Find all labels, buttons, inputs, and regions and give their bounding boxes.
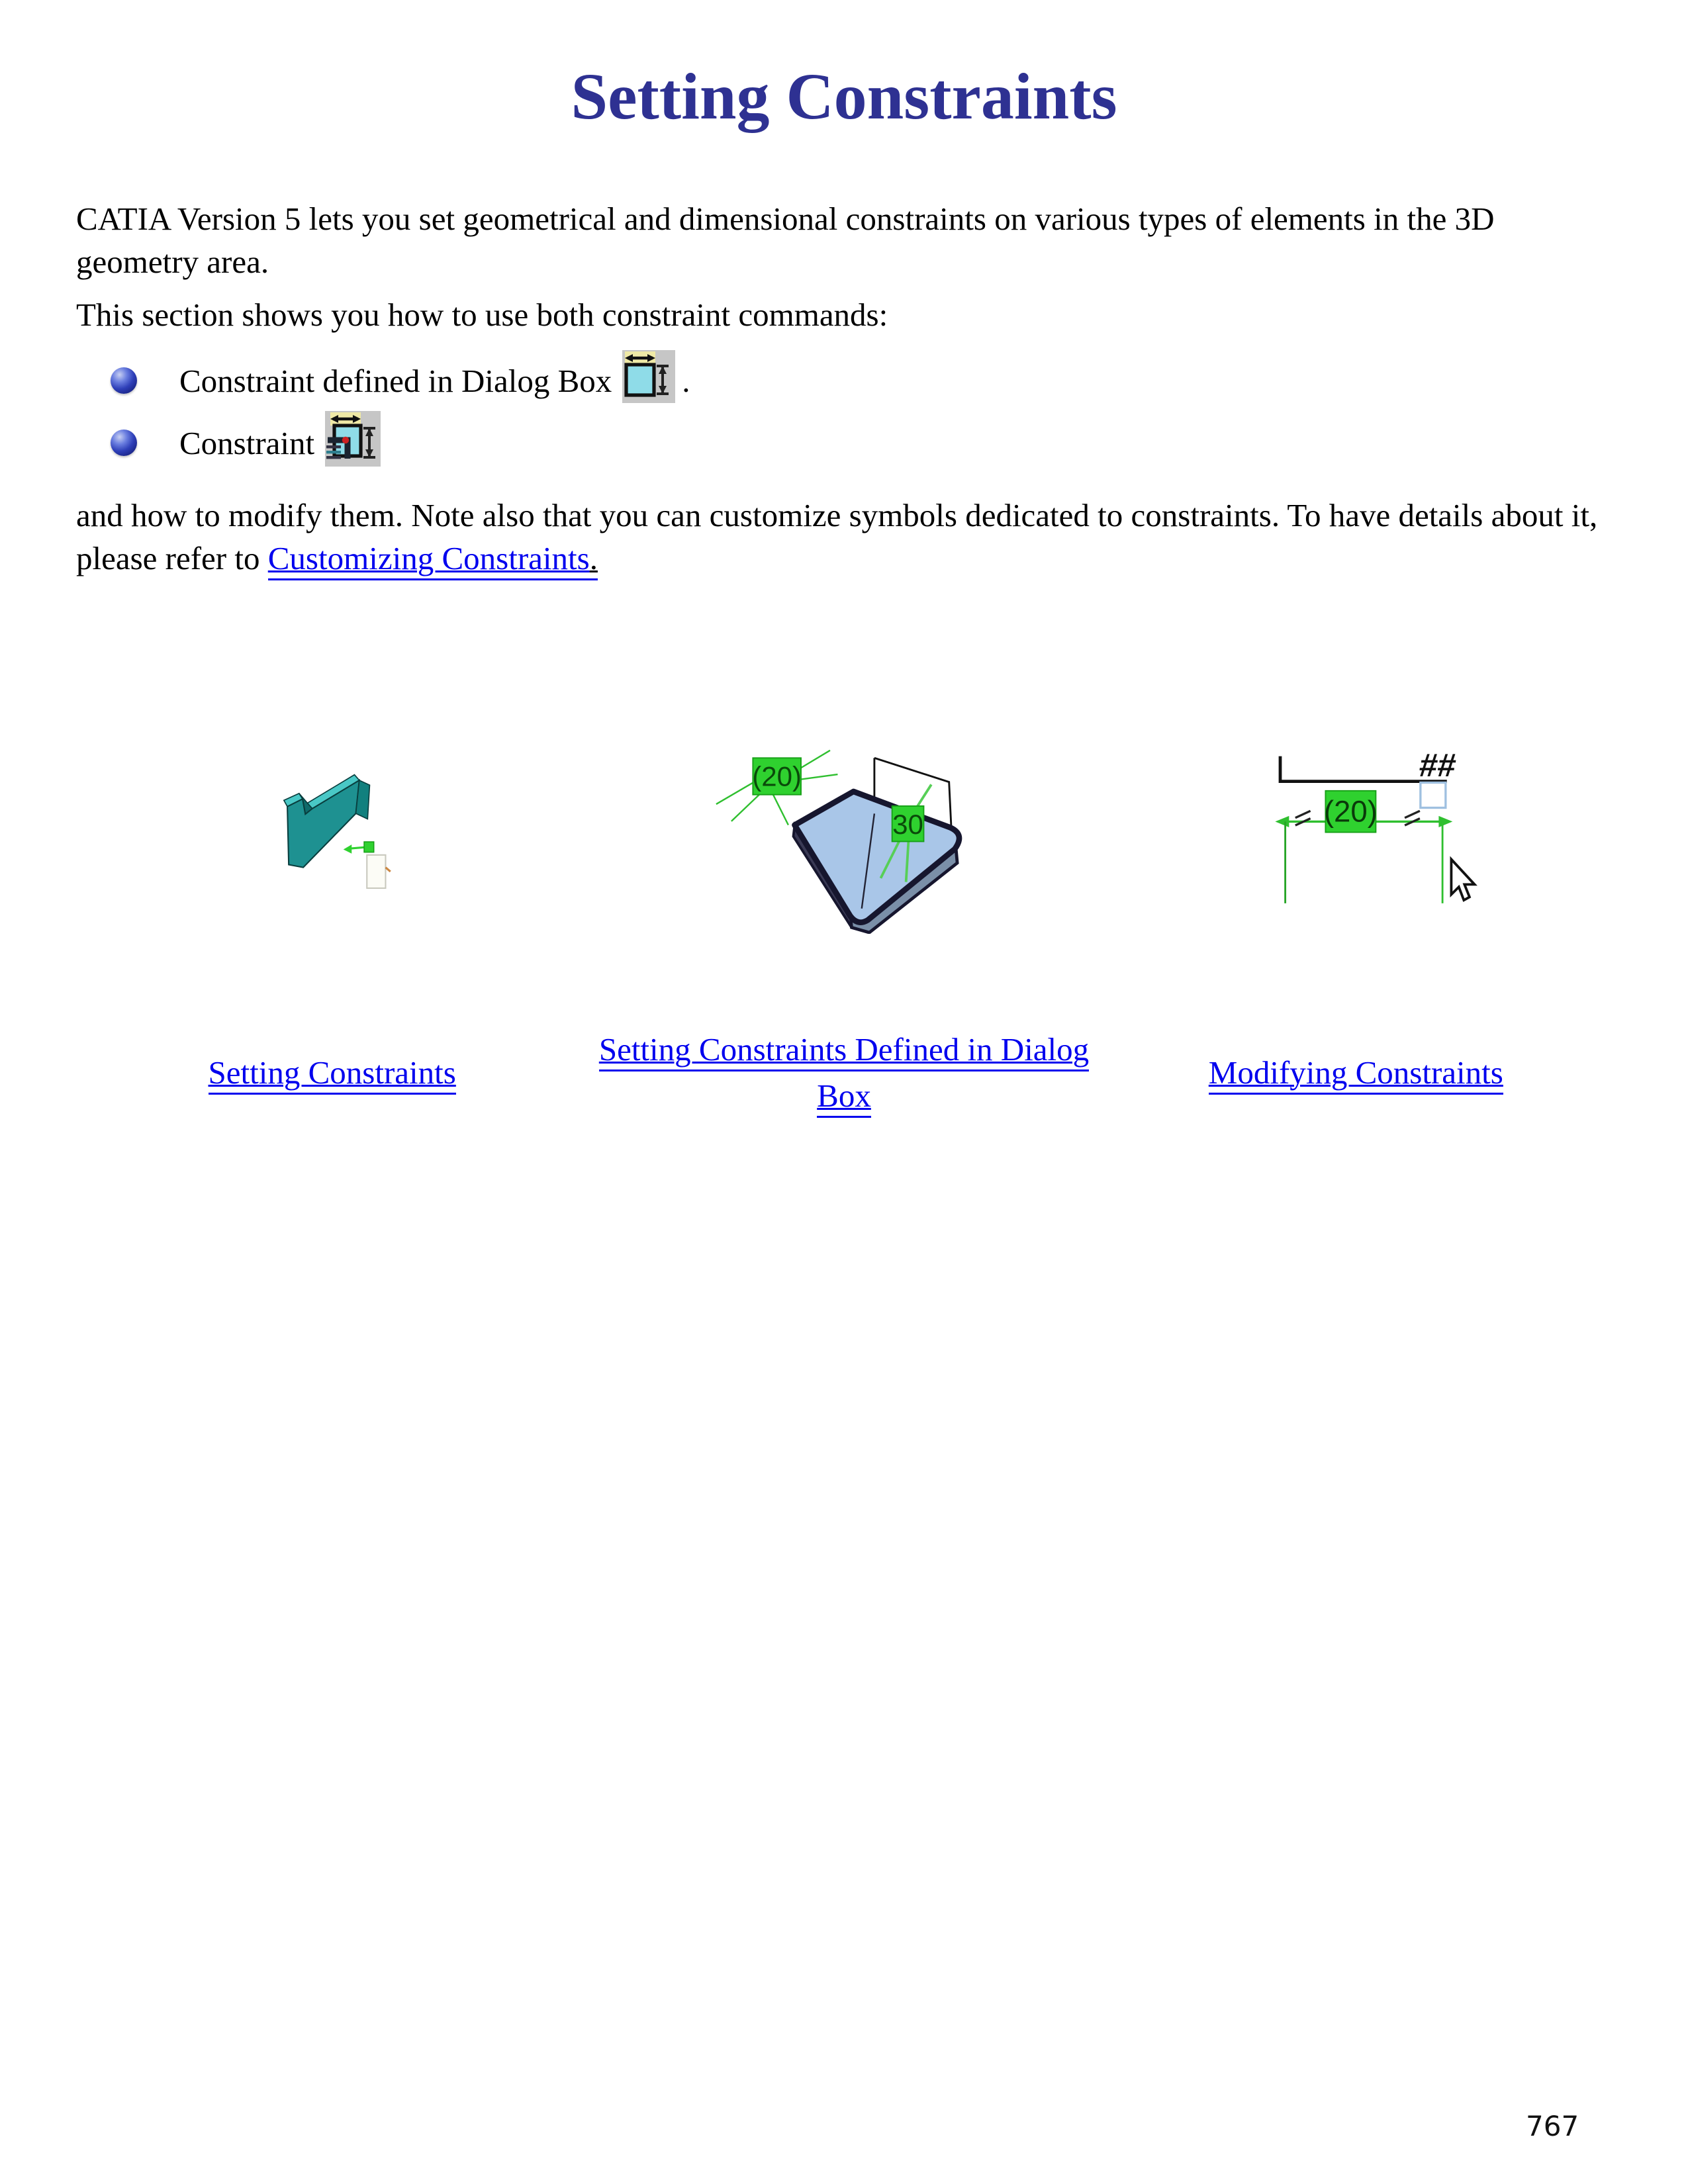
teal-notched-block-image: [263, 750, 402, 903]
modify-note-paragraph: [76, 494, 1612, 580]
caption-modifying-constraints: [1100, 1050, 1612, 1096]
constraint-dialog-box-icon: [622, 350, 675, 411]
figure-setting-constraints-dialog-box: [588, 719, 1100, 934]
dimension-label-20: (20): [752, 760, 802, 792]
list-item: [76, 350, 1612, 411]
blue-sphere-bullet-icon: [111, 367, 137, 394]
caption-setting-constraints: [76, 1050, 588, 1096]
setting-constraints-dialog-link[interactable]: Setting Constraints Defined in Dialog Box: [599, 1031, 1089, 1118]
bullet-label: Constraint: [179, 424, 315, 461]
mouse-cursor-icon: [1452, 859, 1475, 900]
page-number: 767: [1526, 2110, 1579, 2142]
page-title: Setting Constraints: [571, 60, 1117, 133]
link-trailing-period: .: [590, 540, 598, 580]
setting-constraints-link[interactable]: Setting Constraints: [209, 1054, 456, 1095]
hash-marks-label: ##: [1417, 747, 1458, 784]
modifying-constraints-link[interactable]: Modifying Constraints: [1209, 1054, 1503, 1095]
caption-row: [76, 1026, 1612, 1118]
paragraph-text: and how to modify them. Note also that you can customize symbols dedicated to constraints. To have details about it, please refer to: [76, 497, 1598, 576]
figure-gallery: [76, 719, 1612, 934]
figure-setting-constraints: [76, 750, 588, 903]
bullet-label: Constraint defined in Dialog Box: [179, 362, 612, 399]
sketch-dimension-image: [1230, 726, 1481, 927]
dimension-label-20: (20): [1324, 794, 1378, 829]
intro-paragraph: CATIA Version 5 lets you set geometrical and dimensional constraints on various types of elements in the 3D geometry area.: [76, 201, 1495, 280]
section-lead-paragraph: This section shows you how to use both constraint commands:: [76, 296, 888, 334]
caption-setting-constraints-dialog: [588, 1026, 1100, 1118]
constraint-commands-list: [76, 350, 1612, 475]
blue-pad-image: [698, 719, 990, 934]
list-item: [76, 411, 1612, 475]
constraint-icon: [325, 411, 381, 475]
figure-modifying-constraints: [1100, 726, 1612, 927]
blue-sphere-bullet-icon: [111, 430, 137, 456]
bullet-suffix: .: [682, 362, 690, 399]
dimension-label-30: 30: [892, 809, 923, 841]
customizing-constraints-link[interactable]: Customizing Constraints: [268, 540, 590, 580]
